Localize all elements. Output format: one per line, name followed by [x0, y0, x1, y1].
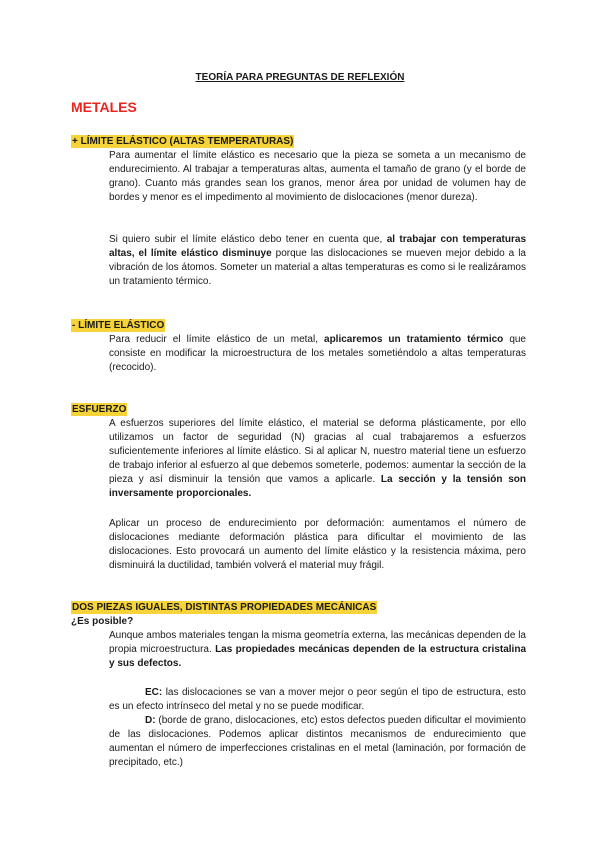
heading-dos-piezas-iguales: DOS PIEZAS IGUALES, DISTINTAS PROPIEDADES MECÁNICAS: [72, 602, 377, 613]
text-run: (borde de grano, dislocaciones, etc) estos defectos pueden dificultar el movimiento de las dislocaciones. Podemos aplicar distintos mecanismos de endurecimiento que aumentan el número de imperfecciones cristalinas en el metal (laminación, por formación de precipitado, etc.): [109, 715, 526, 768]
subheading-es-posible: ¿Es posible?: [71, 616, 134, 627]
bold-run: al trabajar con temperaturas altas, el límite elástico disminuye: [109, 234, 527, 259]
paragraph-esfuerzo-2: Aplicar un proceso de endurecimiento por deformación: aumentamos el número de dislocaciones mediante deformación plástica para dificultar el movimiento de las dislocaciones. Esto provocará un aumento del límite elástico y la resistencia máxima, pero disminuirá la ductilidad, también volverá el material muy frágil.: [109, 518, 526, 571]
text-run: Para reducir el límite elástico de un metal,: [109, 334, 325, 345]
paragraph-propiedades-mecanicas: [109, 629, 526, 671]
ec-label: EC:: [145, 687, 163, 698]
heading-limite-elastico-minus: - LÍMITE ELÁSTICO: [72, 320, 165, 331]
text-run: las dislocaciones se van a mover mejor o peor según el tipo de estructura, esto es un efecto intrínseco del metal y no se puede modificar.: [109, 687, 526, 712]
paragraph-reducir-limite: [109, 333, 526, 375]
paragraph-limite-elastico-1: Para aumentar el límite elástico es necesario que la pieza se someta a un mecanismo de endurecimiento. Al trabajar a temperaturas altas, aumenta el tamaño de grano (y el borde de grano). Cuanto más grandes sean los granos, menor área por unidad de volumen hay de bordes y menor es el impedimento al movimiento de dislocaciones (menor dureza).: [109, 150, 526, 203]
heading-limite-elastico-altas-temperaturas: + LÍMITE ELÁSTICO (ALTAS TEMPERATURAS): [72, 136, 294, 147]
text-run: que consiste en modificar la microestructura de los metales sometiéndolo a altas temperaturas (recocido).: [109, 334, 526, 373]
heading-esfuerzo: ESFUERZO: [72, 404, 127, 415]
paragraph-limite-elastico-2: [109, 233, 526, 289]
text-run: A esfuerzos superiores del límite elástico, el material se deforma plásticamente, por ello utilizamos un factor de seguridad (N) gracias al cual trabajaremos a esfuerzos suficientemente inferiores al límite elástico. Si al aplicar N, nuestro material tiene un esfuerzo de trabajo inferior al esfuerzo al que debemos someterle, podemos: aumentar la sección de la pieza y así disminuir la tensión que vamos a aplicarle.: [109, 418, 526, 485]
bold-run: La sección y la tensión son inversamente proporcionales.: [109, 474, 526, 499]
bold-run: aplicaremos un tratamiento térmico: [324, 334, 504, 345]
paragraph-esfuerzo-1: [109, 417, 526, 501]
text-run: Si quiero subir el límite elástico debo tener en cuenta que,: [109, 234, 387, 245]
paragraph-ec: [109, 686, 526, 714]
text-run: Aunque ambos materiales tengan la misma geometría externa, las mecánicas dependen de la propia microestructura.: [109, 630, 526, 655]
bold-run: Las propiedades mecánicas dependen de la estructura cristalina y sus defectos.: [109, 644, 527, 669]
document-title: TEORÍA PARA PREGUNTAS DE REFLEXIÓN: [195, 72, 405, 83]
d-label: D:: [145, 715, 156, 726]
section-title-metales: METALES: [71, 99, 137, 115]
paragraph-d: [109, 714, 526, 770]
text-run: porque las dislocaciones se mueven mejor debido a la vibración de los átomos. Someter un material a altas temperaturas es como si le realizáramos un tratamiento térmico.: [109, 248, 526, 287]
